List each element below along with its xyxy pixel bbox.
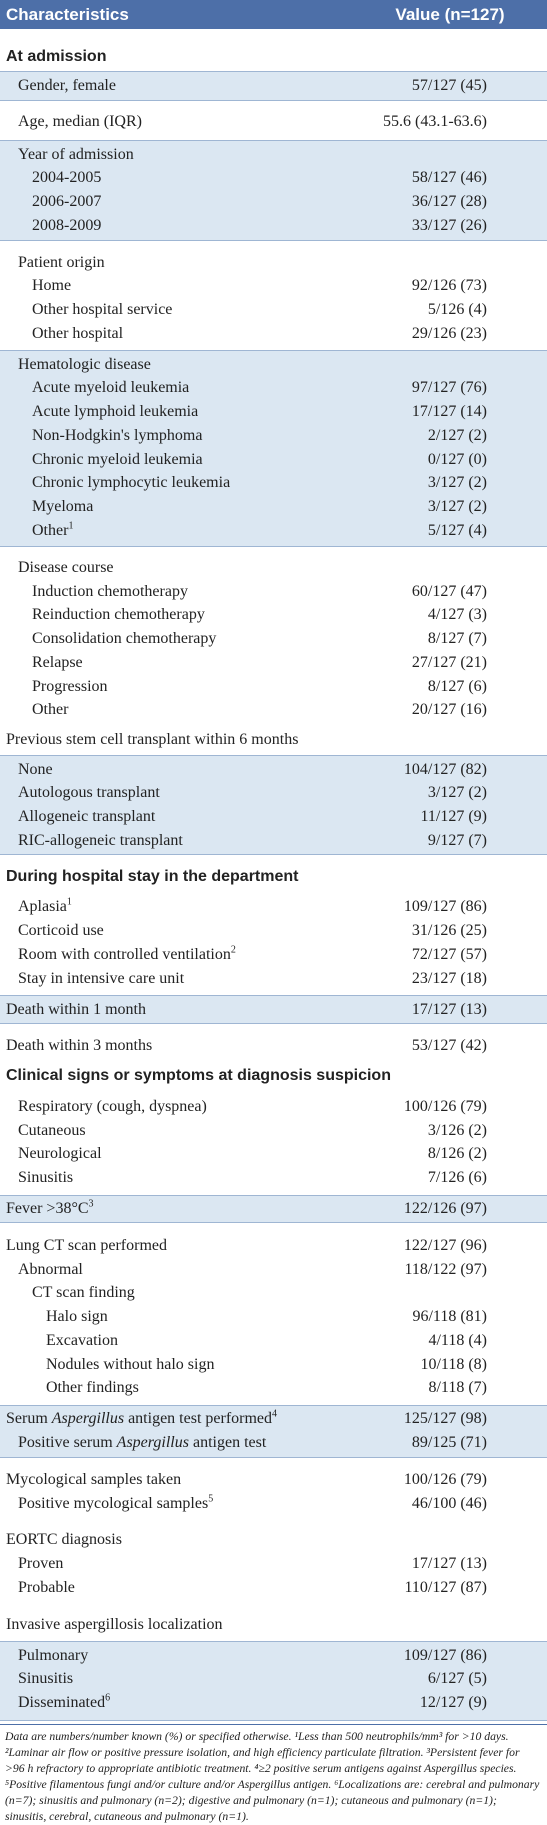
row-value: 110/127 (87): [404, 1578, 487, 1596]
row-label: [32, 214, 101, 237]
table-row: [0, 1528, 547, 1551]
row-label-text: Neurological: [18, 1145, 102, 1163]
row-label: [32, 166, 101, 189]
table-row: [0, 805, 547, 828]
row-value: 58/127 (46): [411, 169, 487, 187]
table-row: [0, 967, 547, 990]
table-row: [0, 781, 547, 804]
row-label: [6, 728, 298, 751]
row-label: [18, 1691, 110, 1714]
row-value: 46/100 (46): [411, 1494, 487, 1512]
table-row: [0, 895, 547, 918]
table-row: [0, 166, 547, 189]
row-value: 3/126 (2): [427, 1121, 487, 1139]
row-label: [6, 998, 146, 1021]
row-label-text: Excavation: [46, 1331, 118, 1349]
band-rule: [0, 1405, 547, 1406]
row-value: 60/127 (47): [411, 582, 487, 600]
row-label-text: Autologous transplant: [18, 784, 160, 802]
band-rule: [0, 100, 547, 101]
row-label: [18, 1576, 75, 1599]
row-label: [32, 675, 108, 698]
table-row: [0, 1552, 547, 1575]
row-label-text: Cutaneous: [18, 1121, 86, 1139]
row-value: 33/127 (26): [411, 216, 487, 234]
table-row: [0, 376, 547, 399]
row-label-text: 2006-2007: [32, 193, 102, 210]
row-label: [32, 651, 83, 674]
row-value: 125/127 (98): [403, 1410, 487, 1428]
row-label-text: Home: [32, 277, 72, 295]
row-label-text: Aplasia: [18, 898, 67, 916]
row-value: 27/127 (21): [411, 653, 487, 671]
row-label-text: Chronic myeloid leukemia: [32, 450, 203, 468]
row-label: [6, 1528, 122, 1551]
table-row: [0, 1166, 547, 1189]
row-label-text: Stay in intensive care unit: [18, 969, 185, 987]
table-row: [0, 1353, 547, 1376]
row-label-text: Reinduction chemotherapy: [32, 606, 205, 624]
table-row: [0, 603, 547, 626]
row-label: [32, 298, 172, 321]
footnote-marker: 4: [272, 1408, 278, 1420]
row-value: 2/127 (2): [427, 426, 487, 444]
header-characteristics: Characteristics: [6, 5, 129, 24]
row-label-text: Sinusitis: [18, 1169, 74, 1187]
row-label: [18, 781, 160, 804]
row-value: 92/126 (73): [411, 277, 487, 295]
row-value: 36/127 (28): [411, 193, 487, 210]
table-row: [0, 943, 547, 966]
table-row: [0, 1197, 547, 1220]
table-row: [0, 495, 547, 518]
row-label: [32, 448, 203, 471]
row-label-text: Other: [32, 521, 69, 539]
row-value: 0/127 (0): [427, 450, 487, 468]
table-row: [0, 214, 547, 237]
row-label: [46, 1305, 108, 1328]
row-label: [18, 1644, 88, 1667]
table-row: [0, 580, 547, 603]
row-label-text: Room with controlled ventilation: [18, 945, 231, 963]
section-heading: [0, 1064, 547, 1087]
row-label-text: Year of admission: [18, 145, 134, 163]
table-row: [0, 143, 547, 166]
band-rule: [0, 1023, 547, 1024]
row-label-text: Other hospital: [32, 324, 124, 342]
section-heading: [0, 45, 547, 68]
footnote-marker: 6: [105, 1692, 111, 1704]
row-value: 10/118 (8): [420, 1355, 487, 1373]
row-label: [18, 1258, 83, 1281]
table-row: [0, 1492, 547, 1515]
table-row: [0, 251, 547, 274]
row-value: 72/127 (57): [411, 945, 487, 963]
row-label-text: Disease course: [18, 558, 114, 576]
row-value: 29/126 (23): [411, 324, 487, 342]
row-label-text: Abnormal: [18, 1260, 83, 1278]
row-label: [32, 274, 71, 297]
row-label: [6, 1034, 152, 1057]
row-value: 122/127 (96): [403, 1236, 487, 1254]
table-row: [0, 110, 547, 133]
row-label: [32, 495, 93, 518]
table-row: [0, 74, 547, 97]
row-label-text: Other: [32, 701, 69, 719]
table-row: [0, 698, 547, 721]
row-label: [32, 603, 205, 626]
row-label-text: Lung CT scan performed: [6, 1236, 167, 1254]
row-value: 53/127 (42): [411, 1037, 487, 1055]
row-label-text: 2008-2009: [32, 216, 102, 234]
table-row: [0, 1644, 547, 1667]
table-row: [0, 448, 547, 471]
row-value: 109/127 (86): [403, 1646, 487, 1664]
row-value: 96/118 (81): [412, 1308, 487, 1326]
row-label: [6, 1613, 223, 1636]
row-label: [6, 1468, 181, 1491]
band-rule: [0, 240, 547, 241]
table-row: [0, 556, 547, 579]
row-label-text: Allogeneic transplant: [18, 808, 156, 826]
row-value: 5/127 (4): [427, 521, 487, 539]
row-label-text: Disseminated: [18, 1694, 106, 1712]
band-rule: [0, 140, 547, 141]
row-label-text: Death within 3 months: [6, 1037, 153, 1055]
band-rule: [0, 854, 547, 855]
row-value: 57/127 (45): [411, 76, 487, 94]
row-label-text: Invasive aspergillosis localization: [6, 1615, 223, 1633]
row-label: [18, 556, 114, 579]
row-label-text: Progression: [32, 677, 108, 695]
row-label-text: Non-Hodgkin's lymphoma: [32, 426, 203, 444]
section-heading: [0, 865, 547, 888]
row-value: 8/127 (6): [427, 677, 487, 695]
band-rule: [0, 350, 547, 351]
row-label-text: Gender, female: [18, 76, 116, 94]
row-value: 3/127 (2): [427, 474, 487, 492]
table-header: [0, 0, 547, 29]
table-row: [0, 322, 547, 345]
row-value: 17/127 (14): [411, 403, 487, 421]
row-label: [18, 74, 116, 97]
band-rule: [0, 1195, 547, 1196]
row-label-text: Consolidation chemotherapy: [32, 630, 217, 648]
row-label: [46, 1353, 214, 1376]
row-value: 122/126 (97): [403, 1200, 487, 1218]
row-label-text: CT scan finding: [32, 1284, 135, 1302]
row-value: 104/127 (82): [403, 760, 487, 778]
row-label-text: RIC-allogeneic transplant: [18, 831, 183, 849]
band-rule: [0, 1720, 547, 1721]
row-value: 23/127 (18): [411, 969, 487, 987]
row-label-text: Respiratory (cough, dyspnea): [18, 1097, 207, 1115]
row-label-text: Pulmonary: [18, 1646, 89, 1664]
row-value: 100/126 (79): [403, 1470, 487, 1488]
band-rule: [0, 1222, 547, 1223]
row-label-text: Chronic lymphocytic leukemia: [32, 474, 231, 492]
row-label: [6, 1407, 277, 1430]
table-bottom-rule: [0, 1724, 547, 1725]
footnote-marker: 1: [66, 897, 72, 909]
row-label-text: Other findings: [46, 1379, 139, 1397]
row-value: 9/127 (7): [427, 831, 487, 849]
row-value: 8/126 (2): [427, 1145, 487, 1163]
row-label: [18, 1667, 73, 1690]
row-label: [18, 110, 142, 133]
row-label: [18, 943, 236, 966]
table-row: [0, 1376, 547, 1399]
row-label: [46, 1329, 118, 1352]
table-footnotes: Data are numbers/number known (%) or specified otherwise. ¹Less than 500 neutrophils/mm³ for >10 days. ²Laminar air flow or positive pressure isolation, and high efficiency particulate filtration. ³Persistent fever for >96 h refractory to appropriate antibiotic treatment. ⁴≥2 positive serum antigens against Aspergillus species. ⁵Positive filamentous fungi and/or culture and/or Aspergillus antigen. ⁶Localizations are: cerebral and pulmonary (n=7); sinusitis and pulmonary (n=2); digestive and pulmonary (n=1); cutaneous and pulmonary (n=1); sinusitis, cerebral, cutaneous and pulmonary (n=1).: [5, 1730, 540, 1823]
row-label: [32, 376, 189, 399]
row-label: [32, 400, 198, 423]
row-label: [18, 1095, 207, 1118]
row-label-text: Previous stem cell transplant within 6 months: [6, 730, 299, 748]
table-row: [0, 1431, 547, 1454]
row-label: [32, 627, 216, 650]
row-label: [32, 519, 73, 542]
row-value: 55.6 (43.1-63.6): [383, 113, 487, 131]
row-value: 6/127 (5): [427, 1670, 487, 1688]
row-label-text: Induction chemotherapy: [32, 582, 188, 600]
row-label: [18, 143, 134, 166]
table-row: [0, 829, 547, 852]
table-row: [0, 1142, 547, 1165]
table-row: [0, 758, 547, 781]
table-row: [0, 1407, 547, 1430]
row-label-text: Fever >38°C: [6, 1200, 89, 1218]
table-row: [0, 919, 547, 942]
row-value: 17/127 (13): [411, 1000, 487, 1018]
row-label: [18, 1431, 266, 1454]
table-row: [0, 274, 547, 297]
row-label: [32, 580, 188, 603]
row-label-text: antigen test: [188, 1434, 267, 1452]
row-label-text: Myeloma: [32, 498, 94, 516]
table-row: [0, 1667, 547, 1690]
table-row: [0, 1034, 547, 1057]
row-value: 17/127 (13): [411, 1555, 487, 1573]
row-value: 4/118 (4): [428, 1331, 487, 1349]
row-label: [32, 471, 230, 494]
row-value: 89/125 (71): [411, 1434, 487, 1452]
row-label: [18, 919, 104, 942]
footnote-marker: 2: [230, 944, 236, 956]
row-label-text: Acute lymphoid leukemia: [32, 403, 199, 421]
row-label: [32, 1281, 135, 1304]
table-row: [0, 675, 547, 698]
band-rule: [0, 1641, 547, 1642]
table-row: [0, 1095, 547, 1118]
row-label: [6, 45, 106, 68]
footnote-marker: 3: [88, 1198, 94, 1210]
table-row: [0, 1281, 547, 1304]
table-row: [0, 353, 547, 376]
row-value: 97/127 (76): [411, 379, 487, 397]
table-row: [0, 1468, 547, 1491]
row-label-text: Relapse: [32, 653, 83, 671]
row-value: 7/126 (6): [427, 1169, 487, 1187]
row-value: 3/127 (2): [427, 784, 487, 802]
row-value: 3/127 (2): [427, 498, 487, 516]
row-label-text: None: [18, 760, 53, 778]
row-value: 4/127 (3): [427, 606, 487, 624]
row-label: [18, 1492, 213, 1515]
row-label-text: antigen test performed: [124, 1410, 273, 1428]
table-row: [0, 424, 547, 447]
table-row: [0, 728, 547, 751]
row-label: [6, 1197, 94, 1220]
row-value: 8/127 (7): [427, 630, 487, 648]
table-row: [0, 298, 547, 321]
band-rule: [0, 995, 547, 996]
row-label-text: During hospital stay in the department: [6, 867, 299, 885]
row-label-text: Serum: [6, 1410, 52, 1428]
row-label-text: Halo sign: [46, 1308, 108, 1326]
row-label-text: Patient origin: [18, 253, 105, 271]
row-label: [18, 251, 105, 274]
row-label-text: Hematologic disease: [18, 355, 151, 373]
table-row: [0, 400, 547, 423]
table-row: [0, 627, 547, 650]
row-label: [6, 1234, 167, 1257]
row-value: 11/127 (9): [420, 808, 487, 826]
row-label: [18, 805, 155, 828]
row-label: [18, 829, 183, 852]
row-label: [6, 1064, 391, 1087]
row-label-text: Positive serum: [18, 1434, 117, 1452]
row-label: [32, 322, 123, 345]
table-row: [0, 1613, 547, 1636]
row-value: 12/127 (9): [419, 1694, 487, 1712]
row-label: [18, 353, 151, 376]
table-row: [0, 651, 547, 674]
row-label: [18, 1166, 73, 1189]
row-label: [18, 1552, 63, 1575]
row-value: 118/122 (97): [404, 1260, 487, 1278]
table-row: [0, 471, 547, 494]
band-rule: [0, 755, 547, 756]
row-value: 5/126 (4): [427, 301, 487, 319]
row-value: 100/126 (79): [403, 1097, 487, 1115]
row-label-text: Positive mycological samples: [18, 1494, 209, 1512]
row-label-text: Proven: [18, 1555, 64, 1573]
table-row: [0, 1691, 547, 1714]
table-row: [0, 1329, 547, 1352]
row-label-text: Nodules without halo sign: [46, 1355, 215, 1373]
row-value: 8/118 (7): [428, 1379, 487, 1397]
row-label-text: Mycological samples taken: [6, 1470, 182, 1488]
table-row: [0, 1305, 547, 1328]
row-label-text: At admission: [6, 48, 107, 66]
row-label: [18, 967, 184, 990]
row-label-text: 2004-2005: [32, 169, 102, 187]
table-row: [0, 1576, 547, 1599]
row-label-text: Age, median (IQR): [18, 113, 142, 131]
footnote-marker: 5: [208, 1493, 214, 1505]
row-label-text: Sinusitis: [18, 1670, 74, 1688]
table-row: [0, 519, 547, 542]
row-label-text: Probable: [18, 1578, 75, 1596]
row-label: [18, 1142, 102, 1165]
row-label-italic: Aspergillus: [51, 1410, 125, 1428]
row-label-text: Corticoid use: [18, 922, 104, 940]
row-label-text: Acute myeloid leukemia: [32, 379, 190, 397]
band-rule: [0, 1457, 547, 1458]
row-label: [32, 190, 101, 213]
band-rule: [0, 71, 547, 72]
row-label: [18, 1119, 86, 1142]
row-label: [18, 895, 72, 918]
row-label: [32, 424, 202, 447]
table-row: [0, 1258, 547, 1281]
header-value: Value (n=127): [395, 5, 505, 24]
row-label: [18, 758, 53, 781]
row-label: [46, 1376, 139, 1399]
row-label-text: Other hospital service: [32, 301, 173, 319]
row-value: 20/127 (16): [411, 701, 487, 719]
row-label-text: Death within 1 month: [6, 1000, 146, 1018]
row-label-text: EORTC diagnosis: [6, 1531, 122, 1549]
table-row: [0, 1234, 547, 1257]
row-value: 31/126 (25): [411, 922, 487, 940]
table-row: [0, 1119, 547, 1142]
row-value: 109/127 (86): [403, 898, 487, 916]
row-label-italic: Aspergillus: [116, 1434, 189, 1452]
row-label-text: Clinical signs or symptoms at diagnosis suspicion: [6, 1067, 391, 1085]
band-rule: [0, 546, 547, 547]
table-row: [0, 190, 547, 213]
table-row: [0, 998, 547, 1021]
footnote-marker: 1: [68, 520, 74, 532]
row-label: [6, 865, 298, 888]
row-label: [32, 698, 68, 721]
